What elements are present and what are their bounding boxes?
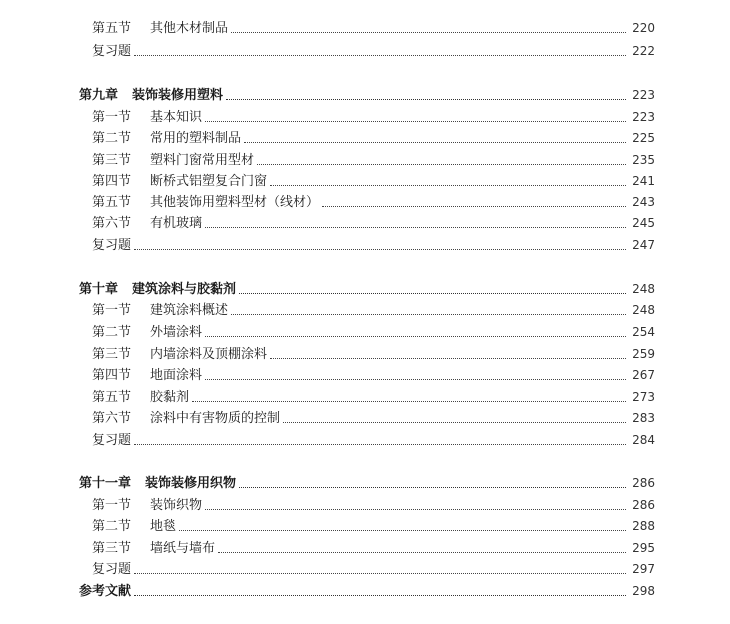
toc-entry-number: 第二节 xyxy=(92,131,132,146)
toc-page-number: 241 xyxy=(632,174,655,188)
toc-entry-number: 第二节 xyxy=(92,325,132,340)
toc-page-number: 288 xyxy=(632,519,655,533)
toc-section-row xyxy=(92,127,655,149)
toc-page-number: 247 xyxy=(632,238,655,252)
toc-section-row xyxy=(92,170,655,192)
toc-entry-number: 第一节 xyxy=(92,110,132,125)
dot-leader xyxy=(205,336,626,337)
toc-page-number: 254 xyxy=(632,325,655,339)
dot-leader xyxy=(134,249,626,250)
toc-section-row xyxy=(92,407,655,429)
dot-leader xyxy=(179,530,626,531)
toc-entry-title: 复习题 xyxy=(92,562,132,577)
toc-section-row xyxy=(92,106,655,128)
toc-chapter-row xyxy=(79,472,655,494)
dot-leader xyxy=(134,573,626,574)
toc-page-number: 248 xyxy=(632,282,655,296)
toc-entry-title: 地面涂料 xyxy=(150,368,203,383)
toc-page-number: 298 xyxy=(632,584,655,598)
dot-leader xyxy=(134,55,626,56)
toc-entry-number: 第六节 xyxy=(92,216,132,231)
dot-leader xyxy=(231,314,626,315)
toc-page-number: 267 xyxy=(632,368,655,382)
toc-entry-title: 其他木材制品 xyxy=(150,21,229,36)
toc-entry-title: 建筑涂料概述 xyxy=(150,303,229,318)
toc-page-number: 259 xyxy=(632,347,655,361)
toc-section-row xyxy=(92,299,655,321)
toc-entry-title: 其他装饰用塑料型材（线材） xyxy=(150,195,320,210)
toc-entry-title: 有机玻璃 xyxy=(150,216,203,231)
toc-entry-title: 装饰织物 xyxy=(150,498,203,513)
dot-leader xyxy=(205,121,626,122)
toc-section-row xyxy=(92,386,655,408)
toc-section-row xyxy=(92,494,655,516)
dot-leader xyxy=(218,552,626,553)
toc-page-number: 225 xyxy=(632,131,655,145)
dot-leader xyxy=(322,206,626,207)
toc-entry-number: 第五节 xyxy=(92,21,132,36)
dot-leader xyxy=(134,444,626,445)
toc-entry-title: 常用的塑料制品 xyxy=(150,131,242,146)
toc-entry-title: 断桥式铝塑复合门窗 xyxy=(150,174,268,189)
toc-entry-number: 第十一章 xyxy=(79,476,132,491)
toc-page-number: 235 xyxy=(632,153,655,167)
toc-entry-title: 复习题 xyxy=(92,44,132,59)
toc-section-row xyxy=(92,537,655,559)
dot-leader xyxy=(205,509,626,510)
toc-entry-title: 复习题 xyxy=(92,433,132,448)
toc-entry-title: 复习题 xyxy=(92,238,132,253)
dot-leader xyxy=(270,185,626,186)
dot-leader xyxy=(257,164,626,165)
dot-leader xyxy=(205,379,626,380)
toc-review-row xyxy=(92,558,655,580)
toc-section-row xyxy=(92,191,655,213)
toc-entry-number: 第四节 xyxy=(92,174,132,189)
toc-entry-number: 第五节 xyxy=(92,390,132,405)
toc-section-row xyxy=(92,515,655,537)
toc-section-row xyxy=(92,364,655,386)
dot-leader xyxy=(239,487,626,488)
toc-section-row xyxy=(92,321,655,343)
toc-entry-title: 参考文献 xyxy=(79,584,132,599)
toc-chapter-row xyxy=(79,278,655,300)
dot-leader xyxy=(134,595,626,596)
dot-leader xyxy=(270,358,626,359)
toc-entry-title: 基本知识 xyxy=(150,110,203,125)
toc-entry-title: 外墙涂料 xyxy=(150,325,203,340)
toc-entry-number: 第四节 xyxy=(92,368,132,383)
toc-page-number: 245 xyxy=(632,216,655,230)
dot-leader xyxy=(226,99,626,100)
toc-entry-number: 第五节 xyxy=(92,195,132,210)
toc-entry-number: 第十章 xyxy=(79,282,119,297)
toc-entry-title: 墙纸与墙布 xyxy=(150,541,216,556)
dot-leader xyxy=(244,142,626,143)
toc-page-number: 273 xyxy=(632,390,655,404)
toc-review-row xyxy=(92,234,655,256)
toc-entry-number: 第一节 xyxy=(92,303,132,318)
toc-section-row xyxy=(92,343,655,365)
toc-page-number: 220 xyxy=(632,21,655,35)
dot-leader xyxy=(205,227,626,228)
toc-page-number: 283 xyxy=(632,411,655,425)
toc-entry-number: 第六节 xyxy=(92,411,132,426)
toc-page-number: 284 xyxy=(632,433,655,447)
dot-leader xyxy=(283,422,626,423)
toc-page-number: 223 xyxy=(632,88,655,102)
toc-page-number: 286 xyxy=(632,498,655,512)
toc-page-number: 286 xyxy=(632,476,655,490)
dot-leader xyxy=(192,401,626,402)
toc-page-number: 295 xyxy=(632,541,655,555)
toc-entry-title: 内墙涂料及顶棚涂料 xyxy=(150,347,268,362)
toc-page-number: 223 xyxy=(632,110,655,124)
toc-page-number: 222 xyxy=(632,44,655,58)
dot-leader xyxy=(239,293,626,294)
toc-entry-number: 第三节 xyxy=(92,541,132,556)
toc-chapter-row xyxy=(79,580,655,602)
toc-entry-title: 地毯 xyxy=(150,519,177,534)
toc-review-row xyxy=(92,40,655,62)
toc-entry-title: 塑料门窗常用型材 xyxy=(150,153,255,168)
toc-entry-number: 第三节 xyxy=(92,347,132,362)
toc-entry-title: 建筑涂料与胶黏剂 xyxy=(132,282,237,297)
toc-entry-title: 胶黏剂 xyxy=(150,390,190,405)
toc-section-row xyxy=(92,212,655,234)
toc-page-number: 243 xyxy=(632,195,655,209)
toc-entry-title: 涂料中有害物质的控制 xyxy=(150,411,281,426)
toc-chapter-row xyxy=(79,84,655,106)
toc-review-row xyxy=(92,429,655,451)
toc-section-row xyxy=(92,149,655,171)
toc-entry-number: 第九章 xyxy=(79,88,119,103)
toc-page-number: 248 xyxy=(632,303,655,317)
toc-entry-number: 第三节 xyxy=(92,153,132,168)
dot-leader xyxy=(231,32,626,33)
toc-entry-title: 装饰装修用塑料 xyxy=(132,88,224,103)
toc-page-number: 297 xyxy=(632,562,655,576)
toc-entry-number: 第一节 xyxy=(92,498,132,513)
toc-section-row xyxy=(92,17,655,39)
toc-entry-number: 第二节 xyxy=(92,519,132,534)
toc-entry-title: 装饰装修用织物 xyxy=(145,476,237,491)
